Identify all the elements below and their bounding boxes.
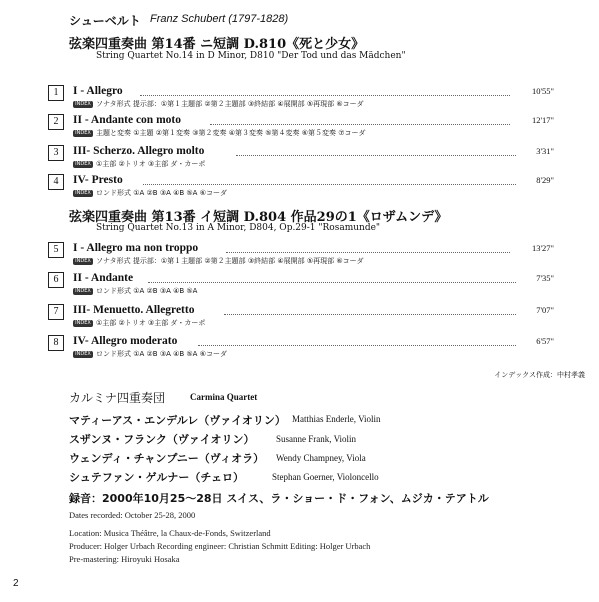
track-row xyxy=(48,242,554,268)
index-icon: INDEX xyxy=(73,320,93,327)
ensemble-name-ja: カルミナ四重奏団 xyxy=(69,391,166,405)
track-number: 5 xyxy=(48,242,64,258)
track-time: 7'07" xyxy=(536,305,554,315)
track-title: II - Andante xyxy=(73,272,134,284)
track-number: 8 xyxy=(48,335,64,351)
track-time: 6'57" xyxy=(536,336,554,346)
track-time: 8'29" xyxy=(536,175,554,185)
track-row xyxy=(48,272,554,298)
leader-dots xyxy=(143,184,516,185)
track-number: 3 xyxy=(48,145,64,161)
leader-dots xyxy=(140,95,510,96)
work-title-en: String Quartet No.14 in D Minor, D810 "Der Tod und das Mädchen" xyxy=(96,51,406,61)
track-title: I - Allegro ma non troppo xyxy=(73,242,199,254)
index-icon: INDEX xyxy=(73,258,93,265)
member-name-ja: スザンヌ・フランク（ヴァイオリン） xyxy=(69,433,255,446)
track-time: 3'31" xyxy=(536,146,554,156)
index-icon: INDEX xyxy=(73,101,93,108)
leader-dots xyxy=(198,345,516,346)
track-time: 13'27" xyxy=(531,243,554,253)
track-title: III- Menuetto. Allegretto xyxy=(73,304,195,316)
index-points: ロンド形式 ①A ②B ③A ④B ⑤A ⑥コーダ xyxy=(96,189,227,197)
index-icon: INDEX xyxy=(73,190,93,197)
premastering-credit: Pre-mastering: Hiroyuki Hosaka xyxy=(69,554,180,564)
track-title: IV- Allegro moderato xyxy=(73,335,178,347)
track-number: 1 xyxy=(48,85,64,101)
track-title: IV- Presto xyxy=(73,174,123,186)
track-time: 10'55" xyxy=(531,86,554,96)
work-title-ja: 弦楽四重奏曲 第13番 イ短調 D.804 作品29の1《ロザムンデ》 xyxy=(69,210,448,225)
member-name-ja: ウェンディ・チャンプニー（ヴィオラ） xyxy=(69,452,265,465)
member-name-ja: マティーアス・エンデルレ（ヴァイオリン） xyxy=(69,414,286,427)
track-time: 12'17" xyxy=(531,115,554,125)
track-row xyxy=(48,335,554,361)
composer-name-ja: シューベルト xyxy=(69,14,141,28)
leader-dots xyxy=(224,314,516,315)
index-icon: INDEX xyxy=(73,351,93,358)
member-name-en: Wendy Champney, Viola xyxy=(276,453,366,463)
index-points: ソナタ形式 提示部：①第１主題部 ②第２主題部 ③終結部 ④展開部 ⑤再現部 ⑥コーダ xyxy=(96,100,364,108)
track-title: II - Andante con moto xyxy=(73,114,181,126)
index-icon: INDEX xyxy=(73,161,93,168)
track-number: 6 xyxy=(48,272,64,288)
index-credit: インデックス作成：中村孝義 xyxy=(494,371,585,379)
member-name-ja: シュテファン・ゲルナー（チェロ） xyxy=(69,471,245,484)
ensemble-name-en: Carmina Quartet xyxy=(190,392,258,402)
track-row xyxy=(48,304,554,330)
leader-dots xyxy=(210,124,510,125)
member-name-en: Stephan Goerner, Violoncello xyxy=(272,472,379,482)
work-title-ja: 弦楽四重奏曲 第14番 ニ短調 D.810《死と少女》 xyxy=(69,37,365,52)
index-points: ロンド形式 ①A ②B ③A ④B ⑤A xyxy=(96,287,198,295)
track-title: I - Allegro xyxy=(73,85,123,97)
production-credits: Producer: Holger Urbach Recording engineer: Christian Schmitt Editing: Holger Urbach xyxy=(69,541,371,551)
leader-dots xyxy=(148,282,516,283)
index-points: ①主部 ②トリオ ③主部 ダ・カーポ xyxy=(96,319,206,327)
leader-dots xyxy=(236,155,516,156)
track-row xyxy=(48,85,554,111)
track-time: 7'35" xyxy=(536,273,554,283)
index-icon: INDEX xyxy=(73,288,93,295)
track-number: 2 xyxy=(48,114,64,130)
member-name-en: Susanne Frank, Violin xyxy=(276,434,357,444)
composer-name-en: Franz Schubert (1797-1828) xyxy=(150,13,289,25)
page-number: 2 xyxy=(13,578,19,589)
track-row xyxy=(48,114,554,140)
index-points: 主題と変奏 ①主題 ②第１変奏 ③第２変奏 ④第３変奏 ⑤第４変奏 ⑥第５変奏 ⑦コーダ xyxy=(96,129,366,137)
track-number: 4 xyxy=(48,174,64,190)
work-title-en: String Quartet No.13 in A Minor, D804, Op.29-1 "Rosamunde" xyxy=(96,223,381,233)
index-points: ロンド形式 ①A ②B ③A ④B ⑤A ⑥コーダ xyxy=(96,350,227,358)
track-title: III- Scherzo. Allegro molto xyxy=(73,145,205,157)
member-name-en: Matthias Enderle, Violin xyxy=(292,414,381,424)
leader-dots xyxy=(226,252,510,253)
track-number: 7 xyxy=(48,304,64,320)
track-row xyxy=(48,145,554,171)
recording-dates: Dates recorded: October 25-28, 2000 xyxy=(69,510,196,520)
recording-info-ja: 録音：2000年10月25～28日 スイス、ラ・ショー・ド・フォン、ムジカ・テアトル xyxy=(69,492,489,505)
track-row xyxy=(48,174,554,200)
index-icon: INDEX xyxy=(73,130,93,137)
index-points: ①主部 ②トリオ ③主部 ダ・カーポ xyxy=(96,160,206,168)
recording-location: Location: Musica Théâtre, la Chaux-de-Fonds, Switzerland xyxy=(69,528,271,538)
index-points: ソナタ形式 提示部：①第１主題部 ②第２主題部 ③終結部 ④展開部 ⑤再現部 ⑥コーダ xyxy=(96,257,364,265)
